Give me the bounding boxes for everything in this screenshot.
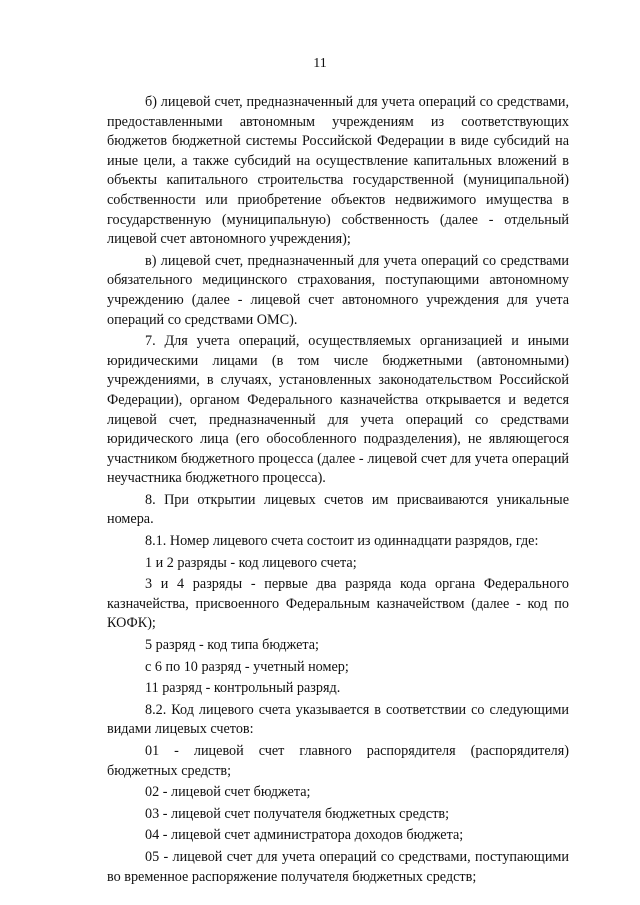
paragraph-8: 8. При открытии лицевых счетов им присваиваются уникальные номера. <box>107 491 569 528</box>
list-item-code-04: 04 - лицевой счет администратора доходов бюджета; <box>145 827 464 844</box>
list-item-code-02: 02 - лицевой счет бюджета; <box>145 784 311 801</box>
list-item-digits-3-4: 3 и 4 разряды - первые два разряда кода органа Федерального казначейства, присвоенного Федеральным казначейством (далее - код по КОФК); <box>107 576 569 632</box>
list-item-code-03: 03 - лицевой счет получателя бюджетных средств; <box>145 805 450 822</box>
document-body <box>107 93 569 889</box>
list-item-digits-6-10: с 6 по 10 разряд - учетный номер; <box>145 658 349 675</box>
list-item-code-05: 05 - лицевой счет для учета операций со средствами, поступающими во временное распоряжение получателя бюджетных средств; <box>107 848 569 885</box>
list-item-digit-5: 5 разряд - код типа бюджета; <box>145 637 319 654</box>
list-item-digits-1-2: 1 и 2 разряды - код лицевого счета; <box>145 554 357 571</box>
list-item-digit-11: 11 разряд - контрольный разряд. <box>145 680 341 697</box>
list-item-code-01: 01 - лицевой счет главного распорядителя (распорядителя) бюджетных средств; <box>107 743 569 779</box>
paragraph-8-2: 8.2. Код лицевого счета указывается в соответствии со следующими видами лицевых счетов: <box>107 701 569 738</box>
paragraph-8-1: 8.1. Номер лицевого счета состоит из одиннадцати разрядов, где: <box>145 533 539 550</box>
page-number: 11 <box>313 56 327 71</box>
paragraph-6b: б) лицевой счет, предназначенный для учета операций со средствами, предоставленными автономным учреждениям из соответствующих бюджетов бюджетной системы Российской Федерации в виде субсидий на иные цели, а также субсидий на осуществление капитальных вложений в объекты капитального строительства государственной (муниципальной) собственности или приобретение объектов недвижимого имущества в государственную (муниципальную) собственность (далее - отдельный лицевой счет автономного учреждения); <box>107 94 569 248</box>
paragraph-6v: в) лицевой счет, предназначенный для учета операций со средствами обязательного медицинского страхования, поступающими автономному учреждению (далее - лицевой счет автономного учреждения для учета операций со средствами ОМС). <box>107 252 569 328</box>
paragraph-7: 7. Для учета операций, осуществляемых организацией и иными юридическими лицами (в том числе бюджетными (автономными) учреждениями, в случаях, установленных законодательством Российской Федерации), органом Федерального казначейства открывается и ведется лицевой счет, предназначенный для учета операций со средствами юридического лица (его обособленного подразделения), не являющегося участником бюджетного процесса (далее - лицевой счет для учета операций неучастника бюджетного процесса). <box>107 333 569 487</box>
